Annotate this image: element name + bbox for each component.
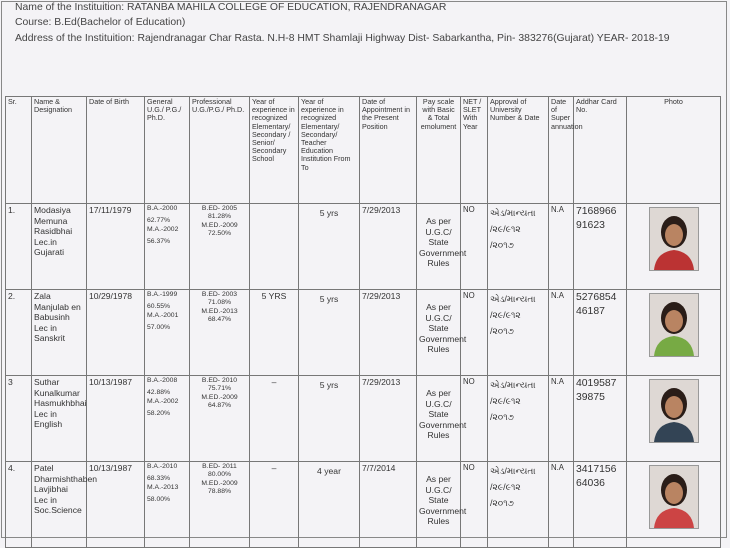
general-line: B.A.-2010 bbox=[147, 463, 178, 470]
cell-net: NO bbox=[461, 204, 488, 290]
col-header-photo: Photo bbox=[627, 97, 721, 204]
approval-line: /૨૦૧૭ bbox=[490, 498, 514, 508]
cell-exp-tei: 4 year bbox=[299, 462, 360, 548]
cell-appointment: 7/29/2013 bbox=[360, 204, 417, 290]
cell-approval bbox=[488, 462, 549, 548]
cell-photo bbox=[627, 376, 721, 462]
professional-line: 72.50% bbox=[207, 230, 232, 238]
cell-photo bbox=[627, 462, 721, 548]
cell-dob: 17/11/1979 bbox=[87, 204, 145, 290]
cell-exp-school: 5 YRS bbox=[250, 290, 299, 376]
cell-name: Modasiya Memuna Rasidbhai Lec.in Gujarati bbox=[32, 204, 87, 290]
col-header-aadhar: Addhar Card No. bbox=[574, 97, 627, 204]
cell-general bbox=[145, 376, 190, 462]
professional-line: B.ED- 2011 bbox=[202, 463, 237, 470]
cell-professional bbox=[190, 204, 250, 290]
general-line: M.A.-2001 bbox=[147, 311, 179, 319]
cell-professional bbox=[190, 290, 250, 376]
faculty-table bbox=[5, 96, 721, 548]
approval-line: એડ/માન્યતા bbox=[490, 380, 536, 390]
approval-line: એડ/માન્યતા bbox=[490, 294, 536, 304]
cell-net: NO bbox=[461, 290, 488, 376]
approval-line: એડ/માન્યતા bbox=[490, 208, 536, 218]
cell-net: NO bbox=[461, 376, 488, 462]
professional-line: 68.47% bbox=[207, 316, 232, 324]
col-header-superannuation: Date of Super annuation bbox=[549, 97, 574, 204]
cell-aadhar: 5276854 46187 bbox=[574, 290, 627, 376]
cell-pay: As per U.G.C/ State Government Rules bbox=[417, 290, 461, 376]
cell-name: Zala Manjulab en Babusinh Lec in Sanskrit bbox=[32, 290, 87, 376]
approval-line: /૨૯/૯૧૨ bbox=[490, 224, 521, 234]
cell-super: N.A bbox=[549, 290, 574, 376]
cell-sr: 1. bbox=[6, 204, 32, 290]
cell-general bbox=[145, 462, 190, 548]
cell-aadhar: 3417156 64036 bbox=[574, 462, 627, 548]
professional-line: 78.88% bbox=[207, 488, 232, 496]
professional-line: 80.00% bbox=[207, 471, 232, 479]
approval-line: /૨૯/૯૧૨ bbox=[490, 396, 521, 406]
col-header-name: Name & Designation bbox=[32, 97, 87, 204]
col-header-net: NET / SLET With Year bbox=[461, 97, 488, 204]
cell-exp-tei: 5 yrs bbox=[299, 290, 360, 376]
portrait-photo bbox=[649, 293, 699, 357]
cell-dob: 10/13/1987 bbox=[87, 462, 145, 548]
col-header-exp-school: Year of experience in recognized Elementary/ Secondary / Senior/ Secondary School bbox=[250, 97, 299, 204]
professional-line: 71.08% bbox=[207, 299, 232, 307]
general-line: B.A.-2008 bbox=[147, 377, 178, 384]
general-line: 58.00% bbox=[147, 496, 171, 504]
cell-dob: 10/29/1978 bbox=[87, 290, 145, 376]
general-line: M.A.-2002 bbox=[147, 397, 179, 405]
col-header-general: General U.G./ P.G./ Ph.D. bbox=[145, 97, 190, 204]
table-row bbox=[6, 462, 721, 548]
cell-super: N.A bbox=[549, 462, 574, 548]
cell-professional bbox=[190, 376, 250, 462]
general-line: 56.37% bbox=[147, 238, 171, 246]
col-header-professional: Professional U.G./P.G./ Ph.D. bbox=[190, 97, 250, 204]
general-line: 68.33% bbox=[147, 475, 171, 483]
col-header-sr: Sr. bbox=[6, 97, 32, 204]
professional-line: B.ED- 2003 bbox=[201, 291, 238, 298]
table-row bbox=[6, 204, 721, 290]
cell-approval bbox=[488, 204, 549, 290]
general-line: 62.77% bbox=[147, 217, 171, 225]
approval-line: /૨૯/૯૧૨ bbox=[490, 482, 521, 492]
col-header-appointment: Date of Appointment in the Present Position bbox=[360, 97, 417, 204]
professional-line: B.ED- 2010 bbox=[201, 377, 238, 384]
cell-general bbox=[145, 290, 190, 376]
cell-exp-tei: 5 yrs bbox=[299, 204, 360, 290]
general-line: M.A.-2002 bbox=[147, 225, 179, 233]
cell-name: Patel Dharmishthaben Lavjibhai Lec in Soc.Science bbox=[32, 462, 87, 548]
cell-sr: 2. bbox=[6, 290, 32, 376]
cell-professional bbox=[190, 462, 250, 548]
professional-line: M.ED.-2009 bbox=[201, 221, 238, 229]
cell-net: NO bbox=[461, 462, 488, 548]
professional-line: 81.28% bbox=[207, 213, 232, 221]
cell-photo bbox=[627, 204, 721, 290]
cell-appointment: 7/29/2013 bbox=[360, 376, 417, 462]
general-line: M.A.-2013 bbox=[147, 483, 179, 491]
cell-exp-tei: 5 yrs bbox=[299, 376, 360, 462]
cell-exp-school: – bbox=[250, 462, 299, 548]
course-name: Course: B.Ed(Bachelor of Education) bbox=[15, 17, 186, 28]
cell-pay: As per U.G.C/ State Government Rules bbox=[417, 204, 461, 290]
institution-address: Address of the Instituition: Rajendranagar Char Rasta. N.H-8 HMT Shamlaji Highway Dist- Sabarkantha, Pin- 383276(Gujarat) YEAR- 2018-19 bbox=[15, 33, 670, 44]
professional-line: 64.87% bbox=[207, 402, 232, 410]
table-row bbox=[6, 376, 721, 462]
portrait-photo bbox=[649, 465, 699, 529]
col-header-pay: Pay scale with Basic & Total emolument bbox=[417, 97, 461, 204]
cell-dob: 10/13/1987 bbox=[87, 376, 145, 462]
approval-line: /૨૯/૯૧૨ bbox=[490, 310, 521, 320]
approval-line: /૨૦૧૭ bbox=[490, 326, 514, 336]
cell-sr: 3 bbox=[6, 376, 32, 462]
cell-name: Suthar Kunalkumar Hasmukhbhai Lec in English bbox=[32, 376, 87, 462]
cell-super: N.A bbox=[549, 376, 574, 462]
col-header-exp-tei: Year of experience in recognized Elementary/ Secondary/ Teacher Education Institution From To bbox=[299, 97, 360, 204]
cell-super: N.A bbox=[549, 204, 574, 290]
general-line: 60.55% bbox=[147, 303, 171, 311]
professional-line: B.ED- 2005 bbox=[201, 205, 238, 212]
professional-line: 75.71% bbox=[207, 385, 232, 393]
cell-approval bbox=[488, 290, 549, 376]
portrait-photo bbox=[649, 207, 699, 271]
cell-sr: 4. bbox=[6, 462, 32, 548]
cell-appointment: 7/7/2014 bbox=[360, 462, 417, 548]
col-header-dob: Date of Birth bbox=[87, 97, 145, 204]
cell-photo bbox=[627, 290, 721, 376]
professional-line: M.ED.-2013 bbox=[201, 307, 238, 315]
general-line: 58.20% bbox=[147, 410, 171, 418]
cell-pay: As per U.G.C/ State Government Rules bbox=[417, 462, 461, 548]
approval-line: /૨૦૧૭ bbox=[490, 240, 514, 250]
cell-pay: As per U.G.C/ State Government Rules bbox=[417, 376, 461, 462]
cell-aadhar: 7168966 91623 bbox=[574, 204, 627, 290]
table-header-row bbox=[6, 97, 721, 204]
approval-line: /૨૦૧૭ bbox=[490, 412, 514, 422]
professional-line: M.ED.-2009 bbox=[201, 393, 238, 401]
cell-approval bbox=[488, 376, 549, 462]
cell-aadhar: 4019587 39875 bbox=[574, 376, 627, 462]
cell-exp-school bbox=[250, 204, 299, 290]
cell-general bbox=[145, 204, 190, 290]
col-header-approval: Approval of University Number & Date bbox=[488, 97, 549, 204]
general-line: B.A.-1999 bbox=[147, 291, 178, 298]
general-line: B.A.-2000 bbox=[147, 205, 178, 212]
portrait-photo bbox=[649, 379, 699, 443]
general-line: 57.00% bbox=[147, 324, 171, 332]
cell-appointment: 7/29/2013 bbox=[360, 290, 417, 376]
professional-line: M.ED.-2009 bbox=[201, 479, 238, 487]
cell-exp-school: – bbox=[250, 376, 299, 462]
general-line: 42.88% bbox=[147, 389, 171, 397]
table-row bbox=[6, 290, 721, 376]
institution-name: Name of the Instituition: RATANBA MAHILA COLLEGE OF EDUCATION, RAJENDRANAGAR bbox=[15, 2, 447, 13]
approval-line: એડ/માન્યતા bbox=[490, 466, 536, 476]
